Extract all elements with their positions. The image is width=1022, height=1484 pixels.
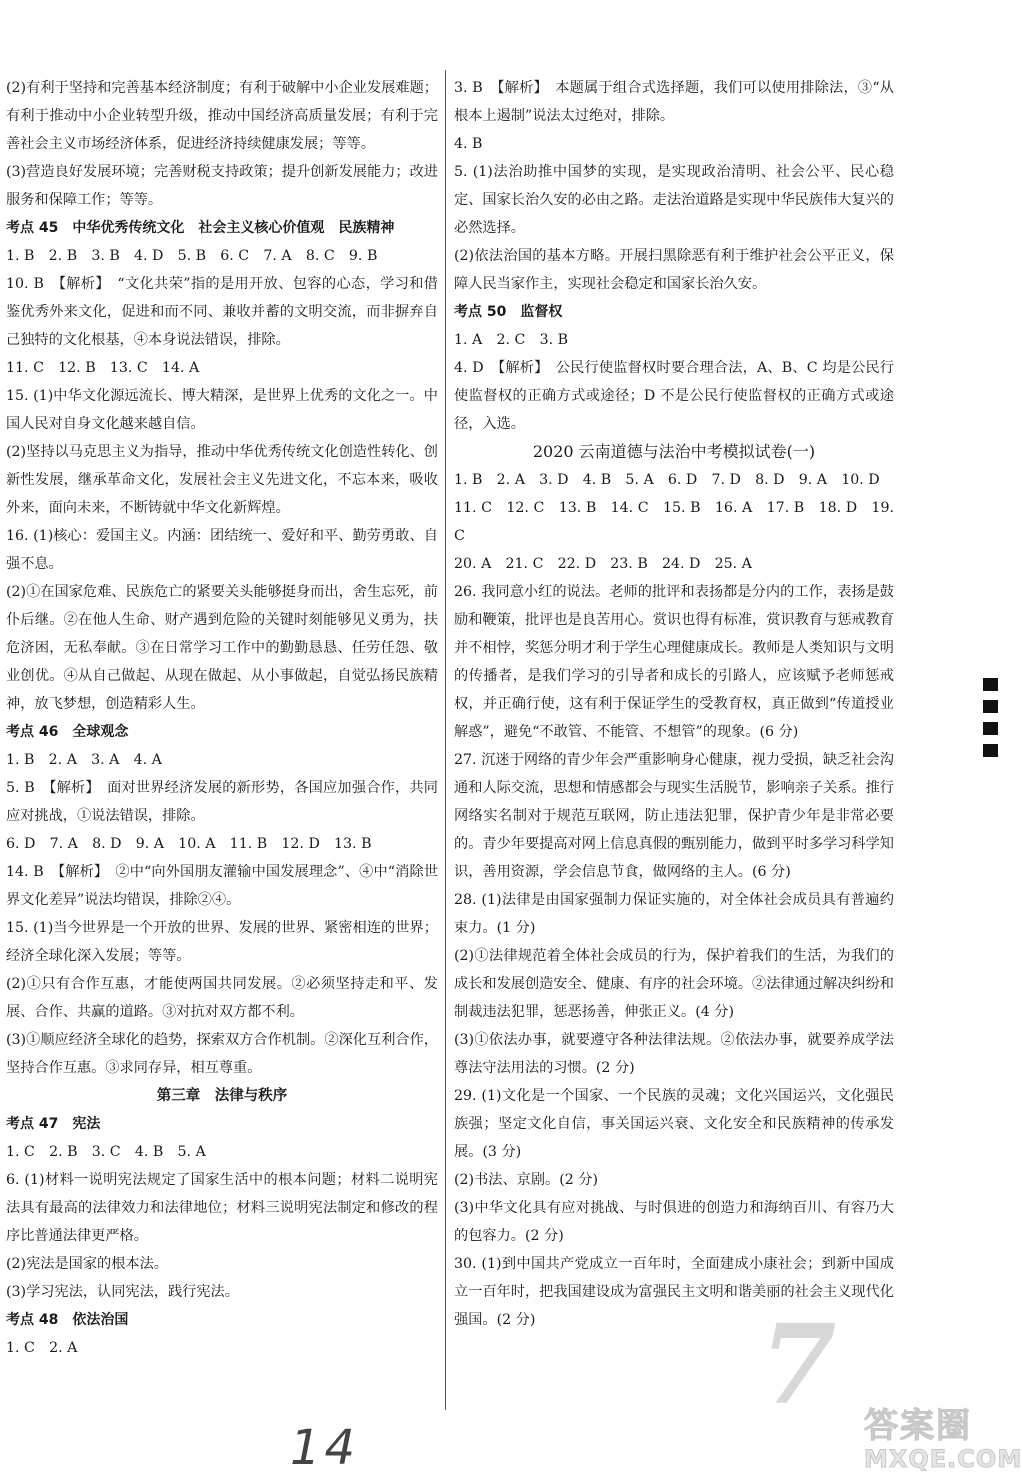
answer-paragraph: 30. (1)到中国共产党成立一百年时，全面建成小康社会；到新中国成立一百年时，把我国建设成为富强民主文明和谐美丽的社会主义现代化强国。(2 分) xyxy=(454,1256,894,1328)
chapter-title: 第三章 法律与秩序 xyxy=(156,1088,288,1104)
answer-paragraph: 1. C 2. A xyxy=(6,1340,78,1356)
column-divider xyxy=(445,70,446,1410)
watermark-logo xyxy=(864,1406,1022,1476)
answer-paragraph: 11. C 12. B 13. C 14. A xyxy=(6,360,200,376)
answer-paragraph: 14. B 【解析】 ②中“向外国朋友灌输中国发展理念”、④中“消除世界文化差异”说法均错误，排除②④。 xyxy=(6,864,438,908)
section-heading: 考点 48 依法治国 xyxy=(6,1312,129,1328)
answer-paragraph: 29. (1)文化是一个国家、一个民族的灵魂；文化兴国运兴，文化强民族强；坚定文化自信，事关国运兴衰、文化安全和民族精神的传承发展。(3 分) xyxy=(454,1088,894,1160)
section-heading: 考点 50 监督权 xyxy=(454,304,563,320)
answer-paragraph: (2)依法治国的基本方略。开展扫黑除恶有利于维护社会公平正义，保障人民当家作主，实现社会稳定和国家长治久安。 xyxy=(454,248,894,292)
answer-paragraph: 1. A 2. C 3. B xyxy=(454,332,569,348)
answer-paragraph: 1. B 2. A 3. A 4. A xyxy=(6,752,162,768)
answer-paragraph: (2)①在国家危难、民族危亡的紧要关头能够挺身而出，舍生忘死，前仆后继。②在他人生命、财产遇到危险的关键时刻能够见义勇为，扶危济困，无私奉献。③在日常学习工作中的勤勤恳恳、任劳任怨、敬业创优。④从自己做起、从现在做起、从小事做起，自觉弘扬民族精神，放飞梦想，创造精彩人生。 xyxy=(6,584,438,712)
answer-paragraph: (2)宪法是国家的根本法。 xyxy=(6,1256,168,1272)
answer-paragraph: (2)①法律规范着全体社会成员的行为，保护着我们的生活，为我们的成长和发展创造安全、健康、有序的社会环境。②法律通过解决纠纷和制裁违法犯罪，惩恶扬善，伸张正义。(4 分) xyxy=(454,948,894,1020)
answer-paragraph: 26. 我同意小红的说法。老师的批评和表扬都是分内的工作，表扬是鼓励和鞭策，批评也是良苦用心。赏识也得有标准，赏识教育与惩戒教育并不相悖，奖惩分明才利于学生心理健康成长。教师是人类知识与文明的传播者，是我们学习的引导者和成长的引路人，应该赋予老师惩戒权，并正确行使，这有利于保证学生的受教育权，真正做到“传道授业解惑”，避免“不敢管、不能管、不想管”的现象。(6 分) xyxy=(454,584,894,740)
answer-paragraph: 5. (1)法治助推中国梦的实现，是实现政治清明、社会公平、民心稳定、国家长治久安的必由之路。走法治道路是实现中华民族伟大复兴的必然选择。 xyxy=(454,164,894,236)
section-heading: 考点 45 中华优秀传统文化 社会主义核心价值观 民族精神 xyxy=(6,220,395,236)
answer-paragraph: 5. B 【解析】 面对世界经济发展的新形势，各国应加强合作，共同应对挑战，①说法错误，排除。 xyxy=(6,780,438,824)
watermark-top-text: 答案圈 xyxy=(864,1406,972,1446)
side-mark xyxy=(983,744,998,757)
answer-paragraph: (2)有利于坚持和完善基本经济制度；有利于破解中小企业发展难题；有利于推动中小企业转型升级，推动中国经济高质量发展；有利于完善社会主义市场经济体系，促进经济持续健康发展；等等。 xyxy=(6,80,438,152)
side-mark xyxy=(983,700,998,713)
answer-paragraph: 1. B 2. A 3. D 4. B 5. A 6. D 7. D 8. D 9. A 10. D xyxy=(454,472,880,488)
answer-paragraph: 4. B xyxy=(454,136,483,152)
answer-paragraph: 1. C 2. B 3. C 4. B 5. A xyxy=(6,1144,206,1160)
answer-paragraph: (3)学习宪法，认同宪法，践行宪法。 xyxy=(6,1284,239,1300)
answer-paragraph: (2)书法、京剧。(2 分) xyxy=(454,1172,599,1188)
section-heading: 考点 46 全球观念 xyxy=(6,724,129,740)
answer-paragraph: 1. B 2. B 3. B 4. D 5. B 6. C 7. A 8. C 9. B xyxy=(6,248,378,264)
answer-paragraph: 15. (1)中华文化源远流长、博大精深，是世界上优秀的文化之一。中国人民对自身文化越来越自信。 xyxy=(6,388,438,432)
exam-title: 2020 云南道德与法治中考模拟试卷(一) xyxy=(532,442,816,461)
answer-paragraph: (3)营造良好发展环境；完善财税支持政策；提升创新发展能力；改进服务和保障工作；等等。 xyxy=(6,164,438,208)
right-column xyxy=(454,74,894,1334)
answer-paragraph: (3)中华文化具有应对挑战、与时俱进的创造力和海纳百川、有容乃大的包容力。(2 分) xyxy=(454,1200,894,1244)
left-column xyxy=(6,74,438,1362)
answer-paragraph: 10. B 【解析】 “文化共荣”指的是用开放、包容的心态，学习和借鉴优秀外来文化，促进和而不同、兼收并蓄的文明交流，而非摒弃自己独特的文化根基，④本身说法错误，排除。 xyxy=(6,276,438,348)
answer-paragraph: 3. B 【解析】 本题属于组合式选择题，我们可以使用排除法，③“从根本上遏制”说法太过绝对，排除。 xyxy=(454,80,894,124)
answer-paragraph: 28. (1)法律是由国家强制力保证实施的，对全体社会成员具有普遍约束力。(1 分) xyxy=(454,892,894,936)
answer-paragraph: 11. C 12. C 13. B 14. C 15. B 16. A 17. B 18. D 19. C xyxy=(454,500,894,544)
handwritten-page-number: 14 xyxy=(290,1420,360,1476)
answer-paragraph: (2)①只有合作互惠，才能使两国共同发展。②必须坚持走和平、发展、合作、共赢的道路。③对抗对双方都不利。 xyxy=(6,976,438,1020)
section-heading: 考点 47 宪法 xyxy=(6,1116,101,1132)
faint-seal-mark: 7 xyxy=(760,1300,837,1429)
watermark-bottom-text: MXQE.COM xyxy=(864,1445,1022,1473)
answer-paragraph: 4. D 【解析】 公民行使监督权时要合理合法，A、B、C 均是公民行使监督权的正确方式或途径；D 不是公民行使监督权的正确方式或途径，入选。 xyxy=(454,360,894,432)
side-mark xyxy=(983,678,998,691)
answer-paragraph: 6. D 7. A 8. D 9. A 10. A 11. B 12. D 13. B xyxy=(6,836,372,852)
answer-paragraph: 27. 沉迷于网络的青少年会严重影响身心健康，视力受损，缺乏社会沟通和人际交流，思想和情感都会与现实生活脱节，影响亲子关系。推行网络实名制对于规范互联网，防止违法犯罪，保护青少年是非常必要的。青少年要提高对网上信息真假的甄别能力，做到平时多学习科学知识，善用资源，学会信息节食，做网络的主人。(6 分) xyxy=(454,752,894,880)
answer-paragraph: 15. (1)当今世界是一个开放的世界、发展的世界、紧密相连的世界；经济全球化深入发展；等等。 xyxy=(6,920,438,964)
answer-paragraph: 6. (1)材料一说明宪法规定了国家生活中的根本问题；材料二说明宪法具有最高的法律效力和法律地位；材料三说明宪法制定和修改的程序比普通法律更严格。 xyxy=(6,1172,438,1244)
answer-paragraph: (2)坚持以马克思主义为指导，推动中华优秀传统文化创造性转化、创新性发展，继承革命文化，发展社会主义先进文化，不忘本来，吸收外来，面向未来，不断铸就中华文化新辉煌。 xyxy=(6,444,438,516)
side-mark xyxy=(983,722,998,735)
side-index-marks xyxy=(983,678,998,766)
answer-paragraph: (3)①依法办事，就要遵守各种法律法规。②依法办事，就要养成学法尊法守法用法的习惯。(2 分) xyxy=(454,1032,894,1076)
answer-paragraph: (3)①顺应经济全球化的趋势，探索双方合作机制。②深化互利合作，坚持合作互惠。③求同存异，相互尊重。 xyxy=(6,1032,438,1076)
answer-paragraph: 16. (1)核心：爱国主义。内涵：团结统一、爱好和平、勤劳勇敢、自强不息。 xyxy=(6,528,438,572)
answer-paragraph: 20. A 21. C 22. D 23. B 24. D 25. A xyxy=(454,556,752,572)
